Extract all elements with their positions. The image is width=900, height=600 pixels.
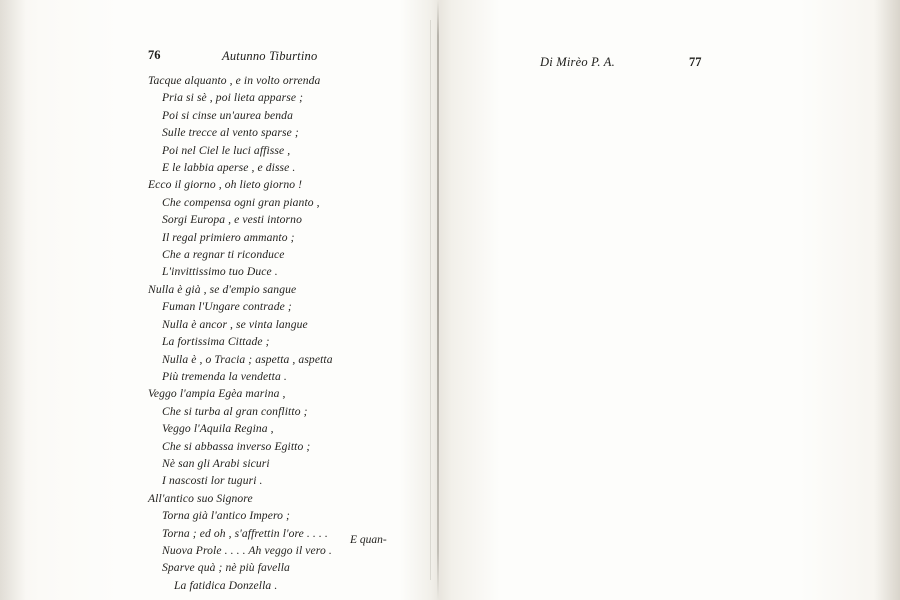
verse-line: Più tremenda la vendetta . bbox=[162, 369, 287, 383]
verse-line: Che compensa ogni gran pianto , bbox=[162, 195, 320, 209]
verse-line: Fuman l'Ungare contrade ; bbox=[162, 300, 292, 314]
verse-line: Veggo l'ampia Egèa marina , bbox=[148, 387, 286, 401]
verse-line: Il regal primiero ammanto ; bbox=[162, 230, 295, 244]
verse-line: I nascosti lor tuguri . bbox=[162, 474, 263, 488]
verse-line: All'antico suo Signore bbox=[148, 491, 253, 505]
verse-line: Nulla è già , se d'empio sangue bbox=[148, 282, 297, 296]
verse-line: Nè san gli Arabi sicuri bbox=[162, 456, 270, 470]
verse-line: Sorgi Europa , e vesti intorno bbox=[162, 213, 302, 227]
verse-line: Nuova Prole . . . . Ah veggo il vero . bbox=[162, 543, 332, 557]
verse-line: L'invittissimo tuo Duce . bbox=[162, 265, 278, 279]
right-page bbox=[440, 0, 900, 600]
right-page-running-head: Di Mirèo P. A. bbox=[540, 55, 615, 69]
left-page-folio: 76 bbox=[148, 48, 161, 62]
left-page bbox=[0, 0, 437, 600]
gutter-fold bbox=[437, 0, 439, 600]
verse-line: Che si turba al gran conflitto ; bbox=[162, 404, 308, 418]
verse-line: Veggo l'Aquila Regina , bbox=[162, 422, 274, 436]
verse-line: Poi si cinse un'aurea benda bbox=[162, 108, 293, 122]
verse-line: Tacque alquanto , e in volto orrenda bbox=[148, 74, 321, 87]
left-page-catchword: E quan- bbox=[350, 534, 387, 546]
verse-line: Nulla è ancor , se vinta langue bbox=[162, 317, 308, 331]
verse-line: Pria si sè , poi lieta apparse ; bbox=[162, 91, 304, 105]
verse-line: E le labbia aperse , e disse . bbox=[162, 161, 296, 175]
right-page-folio: 77 bbox=[689, 55, 702, 69]
verse-line: Poi nel Ciel le luci affisse , bbox=[162, 143, 291, 157]
verse-line: Torna ; ed oh , s'affrettin l'ore . . . . bbox=[162, 526, 328, 540]
verse-line: Che a regnar ti riconduce bbox=[162, 248, 285, 262]
verse-line: La fortissima Cittade ; bbox=[162, 335, 270, 349]
verse-line: Sulle trecce al vento sparse ; bbox=[162, 126, 299, 140]
verse-line: La fatidica Donzella . bbox=[174, 578, 278, 592]
left-page-running-head: Autunno Tiburtino bbox=[222, 49, 318, 63]
verse-line: Torna già l'antico Impero ; bbox=[162, 509, 290, 523]
verse-line: Sparve quà ; nè più favella bbox=[162, 561, 290, 575]
verse-line: Che si abbassa inverso Egitto ; bbox=[162, 439, 311, 453]
verse-line: Ecco il giorno , oh lieto giorno ! bbox=[148, 178, 303, 192]
verse-line: Nulla è , o Tracia ; aspetta , aspetta bbox=[162, 352, 333, 366]
verse-block bbox=[148, 72, 418, 594]
